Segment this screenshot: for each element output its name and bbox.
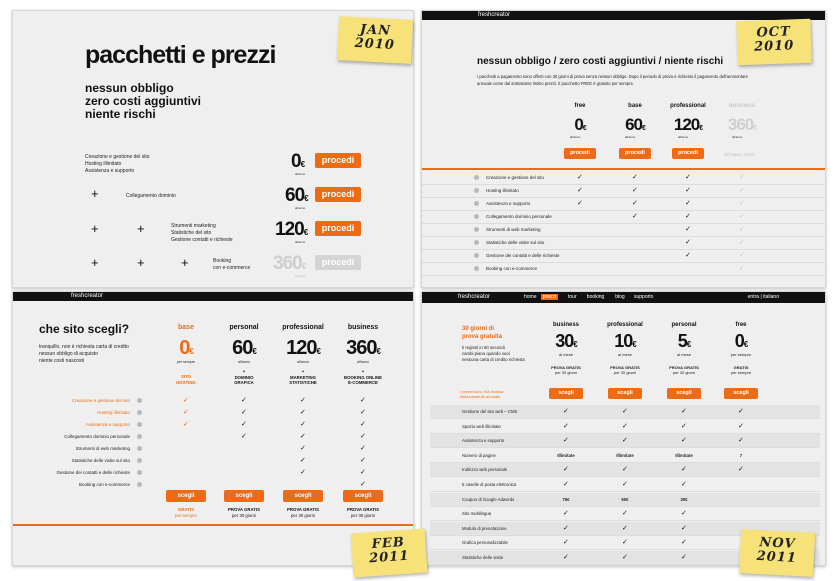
- subtitle: nessun obbligo zero costi aggiuntivi niente rischi: [85, 81, 202, 121]
- feature-label: Sito multilingua: [462, 511, 492, 517]
- check-icon: ✓: [577, 186, 583, 194]
- check-icon: ✓: [183, 420, 189, 428]
- period: all'anno: [295, 240, 306, 244]
- page-title: pacchetti e prezzi: [85, 41, 276, 69]
- check-icon: ✓: [300, 468, 306, 476]
- plan-period: all'anno: [625, 135, 636, 139]
- feature-label: Statistiche delle visite sul sito: [486, 240, 545, 245]
- check-icon: ✓: [622, 436, 628, 445]
- check-icon: ✓: [632, 186, 638, 194]
- check-icon: ✓: [739, 238, 745, 246]
- description: tranquillo, non è richiesta carta di credito nessun obbligo di acquisto niente costi nascosti: [39, 344, 129, 364]
- promo-description: ti registri in 60 secondi cambi piano quando vuoi nessuna carta di credito richiesta: [462, 345, 525, 362]
- plan-foot: GRATIS per sempre: [730, 365, 752, 375]
- plan-name: free: [574, 103, 586, 109]
- info-icon[interactable]: [474, 266, 479, 271]
- launch-date: 30 marzo 2010: [724, 152, 755, 157]
- info-icon[interactable]: [137, 410, 142, 415]
- procedi-button[interactable]: procedi: [619, 148, 651, 159]
- feature-label: Hosting illimitato: [97, 410, 130, 415]
- promo: 30 giorni di prova gratuita: [462, 326, 503, 340]
- check-icon: ✓: [681, 553, 687, 561]
- row-features: Booking con e-commerce: [213, 258, 251, 271]
- scegli-button[interactable]: scegli: [549, 388, 583, 399]
- info-icon[interactable]: [137, 434, 142, 439]
- check-icon: ✓: [300, 444, 306, 452]
- plus-icon: +: [91, 255, 99, 270]
- plan-period: al mese: [676, 352, 691, 357]
- check-icon: ✓: [632, 199, 638, 207]
- plan-name: free: [735, 322, 747, 328]
- plan-period: all'anno: [570, 135, 581, 139]
- check-icon: ✓: [563, 523, 569, 532]
- feature-row: [422, 237, 826, 250]
- check-icon: ✓: [681, 436, 687, 445]
- info-icon[interactable]: [474, 227, 479, 232]
- feature-label: Assistenza e supporto: [462, 438, 505, 444]
- plan-price: 0€: [179, 337, 193, 359]
- check-icon: ✓: [622, 465, 628, 474]
- info-icon[interactable]: [137, 422, 142, 427]
- check-icon: ✓: [739, 212, 745, 220]
- feature-row: [422, 263, 826, 276]
- plan-price: 30€: [555, 331, 577, 351]
- check-icon: ✓: [685, 173, 691, 181]
- check-icon: ✓: [300, 432, 306, 440]
- plan-name: base: [178, 324, 194, 331]
- check-icon: ✓: [681, 480, 687, 488]
- check-icon: ✓: [241, 408, 247, 416]
- sticky-note: JAN 2010: [337, 16, 413, 64]
- feature-label: Grafica personalizzabile: [462, 540, 508, 546]
- plus-icon: +: [137, 255, 145, 270]
- price: 0€: [291, 151, 305, 172]
- period: all'anno: [295, 172, 306, 176]
- scegli-button[interactable]: scegli: [283, 490, 323, 502]
- check-icon: ✓: [622, 553, 628, 561]
- plan-period: al mese: [558, 352, 573, 357]
- info-icon[interactable]: [474, 253, 479, 258]
- check-icon: ✓: [360, 480, 366, 488]
- plan-period: per sempre: [730, 352, 752, 357]
- pages-value: Illimitate: [616, 452, 634, 458]
- feature-label: Statistiche delle visite: [462, 555, 504, 560]
- check-icon: ✓: [360, 444, 366, 452]
- feature-label: Creazione e gestione del sito: [486, 175, 545, 180]
- feature-label: Assistenza e supporto: [486, 201, 531, 206]
- plan-name: professional: [607, 322, 643, 328]
- plan-foot: PROVA GRATIS per 30 giorni: [287, 507, 319, 518]
- check-icon: ✓: [563, 538, 569, 547]
- plan-foot: PROVA GRATIS per 30 giorni: [347, 507, 379, 518]
- feature-label: Assistenza e supporto: [85, 422, 130, 427]
- nav-supporto[interactable]: supporto: [634, 294, 654, 300]
- check-icon: ✓: [360, 408, 366, 416]
- panel-feb-2011: [12, 291, 414, 566]
- check-icon: ✓: [622, 480, 628, 488]
- check-icon: ✓: [622, 523, 628, 532]
- feature-label: Coupon di Google Adwords: [462, 496, 515, 502]
- check-icon: ✓: [681, 407, 687, 415]
- feature-label: Statistiche delle visite sul sito: [71, 458, 130, 463]
- procedi-button[interactable]: procedi: [315, 221, 361, 236]
- feature-label: 5 caselle di posta elettronica: [462, 482, 517, 487]
- coupon-value: 30€: [680, 496, 688, 502]
- price: 120€: [275, 219, 308, 240]
- check-icon: ✓: [685, 212, 691, 220]
- plan-name: professional: [670, 103, 706, 109]
- plan-foot: PROVA GRATIS per 30 giorni: [551, 365, 581, 375]
- feature-label: Modulo di prenotazione: [462, 525, 507, 531]
- check-icon: ✓: [685, 225, 691, 233]
- logo: freshcreator: [478, 12, 511, 18]
- procedi-button-disabled: procedi: [315, 255, 361, 270]
- sticky-note: FEB 2011: [351, 528, 428, 577]
- check-icon: ✓: [360, 456, 366, 464]
- feature-label: Gestione dei contatti e delle richieste: [486, 253, 560, 258]
- plan-tag: + MARKETING STATISTICHE: [289, 369, 317, 385]
- feature-row: [422, 198, 826, 211]
- info-icon[interactable]: [137, 482, 142, 487]
- price-note: I prezzi sono IVA inclusa Abbonamento annuale: [460, 389, 504, 399]
- feature-label: Indirizzo web personale: [462, 467, 508, 473]
- check-icon: ✓: [739, 173, 745, 181]
- check-icon: ✓: [685, 238, 691, 246]
- plan-foot: PROVA GRATIS per 30 giorni: [669, 365, 699, 375]
- logo: freshcreator: [71, 293, 104, 299]
- check-icon: ✓: [738, 407, 744, 415]
- plan-foot: GRATIS per sempre: [175, 507, 197, 518]
- check-icon: ✓: [563, 480, 569, 488]
- coupon-value: 75€: [562, 496, 570, 502]
- feature-row: [422, 211, 826, 224]
- divider: [13, 524, 413, 526]
- plan-foot: PROVA GRATIS per 30 giorni: [228, 507, 260, 518]
- intro-text: I pacchetti a pagamento sono offerti con 30 giorni di prova senza nessun obbligo. Dopo il periodo di prova è richiesto il pagamento dell'ammontare: [477, 74, 748, 79]
- check-icon: ✓: [685, 199, 691, 207]
- plan-period: al mese: [617, 352, 632, 357]
- check-icon: ✓: [183, 396, 189, 404]
- feature-label: Creazione e gestione del sito: [71, 398, 130, 403]
- feature-label: Booking con e-commerce: [78, 482, 130, 487]
- nav-booking[interactable]: booking: [586, 294, 605, 300]
- plan-name: personal: [671, 322, 697, 328]
- info-icon[interactable]: [474, 214, 479, 219]
- plan-period: all'anno: [357, 360, 369, 364]
- row-features: Creazione e gestione del sito Hosting illimitato Assistenza e supporto: [85, 154, 150, 174]
- login-link[interactable]: entra | italiano: [747, 294, 779, 300]
- check-icon: ✓: [360, 420, 366, 428]
- plus-icon: +: [137, 221, 145, 236]
- info-icon[interactable]: [137, 446, 142, 451]
- check-icon: ✓: [241, 420, 247, 428]
- plus-icon: +: [91, 186, 99, 201]
- sticky-note: OCT 2010: [736, 19, 811, 66]
- info-icon[interactable]: [474, 201, 479, 206]
- feature-label: Numero di pagine: [462, 452, 496, 458]
- feature-label: Collegamento dominio personale: [64, 434, 130, 439]
- procedi-button[interactable]: procedi: [672, 148, 704, 159]
- plan-price: 10€: [614, 331, 636, 351]
- check-icon: ✓: [739, 264, 745, 272]
- plus-icon: +: [181, 255, 189, 270]
- logo: freshcreator: [458, 294, 491, 300]
- feature-label: Collegamento dominio personale: [486, 214, 552, 219]
- pages-value: Illimitate: [557, 452, 575, 458]
- plan-price: 120€: [673, 115, 703, 134]
- nav-tour[interactable]: tour: [568, 294, 577, 300]
- check-icon: ✓: [681, 509, 687, 518]
- info-icon[interactable]: [137, 458, 142, 463]
- plan-period: all'anno: [238, 360, 250, 364]
- pages-value: Illimitate: [675, 452, 693, 458]
- plan-period: all'anno: [678, 135, 689, 139]
- page-title: che sito scegli?: [39, 322, 130, 336]
- check-icon: ✓: [563, 553, 569, 561]
- check-icon: ✓: [622, 421, 628, 430]
- scegli-button[interactable]: scegli: [224, 490, 264, 502]
- feature-label: Strumenti di web marketing: [75, 446, 130, 451]
- plus-icon: +: [91, 221, 99, 236]
- check-icon: ✓: [360, 432, 366, 440]
- check-icon: ✓: [241, 432, 247, 440]
- plan-price: 0€: [574, 115, 586, 134]
- check-icon: ✓: [300, 396, 306, 404]
- scegli-button[interactable]: scegli: [724, 388, 758, 399]
- check-icon: ✓: [577, 173, 583, 181]
- check-icon: ✓: [183, 408, 189, 416]
- check-icon: ✓: [360, 468, 366, 476]
- check-icon: ✓: [685, 186, 691, 194]
- plan-name: base: [628, 103, 642, 109]
- plan-name: professional: [282, 324, 324, 331]
- row-features: Strumenti marketing Statistiche del sito Gestione contatti e richieste: [171, 223, 233, 243]
- check-icon: ✓: [360, 396, 366, 404]
- check-icon: ✓: [681, 523, 687, 532]
- info-icon[interactable]: [474, 175, 479, 180]
- price: 60€: [285, 185, 308, 206]
- procedi-button[interactable]: procedi: [315, 153, 361, 168]
- check-icon: ✓: [300, 420, 306, 428]
- plan-price: 60€: [232, 337, 256, 359]
- plan-price: 360€: [346, 337, 380, 359]
- check-icon: ✓: [632, 173, 638, 181]
- page-title: nessun obbligo / zero costi aggiuntivi / niente rischi: [477, 56, 724, 67]
- check-icon: ✓: [738, 421, 744, 430]
- nav-home[interactable]: home: [524, 294, 537, 300]
- info-icon[interactable]: [474, 240, 479, 245]
- info-icon[interactable]: [137, 470, 142, 475]
- feature-row: [422, 172, 826, 185]
- plan-price: 5€: [677, 331, 691, 351]
- feature-label: Hosting illimitato: [486, 188, 519, 193]
- plan-name: business: [728, 103, 755, 109]
- procedi-button[interactable]: procedi: [564, 148, 596, 159]
- info-icon[interactable]: [474, 188, 479, 193]
- scegli-button[interactable]: scegli: [667, 388, 701, 399]
- plan-price: 60€: [625, 115, 645, 134]
- check-icon: ✓: [622, 407, 628, 415]
- plan-tag: + BOOKING ONLINE E-COMMERCE: [344, 369, 382, 385]
- feature-label: Gestione del sito web – CMS: [462, 409, 518, 414]
- check-icon: ✓: [739, 186, 745, 194]
- plan-tag: SITO HOSTING: [176, 374, 196, 385]
- check-icon: ✓: [681, 538, 687, 547]
- check-icon: ✓: [563, 421, 569, 430]
- period: all'anno: [295, 206, 306, 210]
- price: 360€: [273, 253, 306, 274]
- plan-price: 120€: [286, 337, 320, 359]
- panel-nov-2011: [421, 291, 826, 566]
- plan-tag: + DOMINIO GRAFICA: [234, 369, 254, 385]
- check-icon: ✓: [563, 465, 569, 474]
- plan-name: personal: [229, 324, 259, 331]
- pages-value: 7: [739, 452, 743, 458]
- feature-label: Gestione dei contatti e delle richieste: [56, 470, 130, 475]
- info-icon[interactable]: [137, 398, 142, 403]
- plan-name: business: [347, 324, 379, 331]
- plan-period: per sempre: [177, 360, 195, 364]
- check-icon: ✓: [563, 407, 569, 415]
- plan-price: 0€: [734, 331, 748, 351]
- coupon-value: 50€: [621, 496, 629, 502]
- scegli-button[interactable]: scegli: [608, 388, 642, 399]
- plan-price: 360€: [727, 115, 757, 134]
- check-icon: ✓: [622, 509, 628, 518]
- nav-blog[interactable]: blog: [615, 294, 625, 300]
- plan-period: all'anno: [732, 135, 743, 139]
- intro-text: annuale come dal sottostante listino prezzi. Il pacchetto FREE è gratuito per sempre.: [477, 81, 635, 86]
- check-icon: ✓: [241, 396, 247, 404]
- feature-row: [422, 250, 826, 263]
- check-icon: ✓: [685, 251, 691, 259]
- check-icon: ✓: [681, 421, 687, 430]
- check-icon: ✓: [563, 436, 569, 445]
- scegli-button[interactable]: scegli: [166, 490, 206, 502]
- check-icon: ✓: [739, 199, 745, 207]
- feature-row: [422, 185, 826, 198]
- check-icon: ✓: [739, 251, 745, 259]
- check-icon: ✓: [738, 436, 744, 445]
- check-icon: ✓: [577, 199, 583, 207]
- period: all'anno: [295, 274, 306, 278]
- feature-label: Spazio web illimitato: [462, 423, 501, 429]
- scegli-button[interactable]: scegli: [343, 490, 383, 502]
- divider: [422, 168, 825, 170]
- plan-foot: PROVA GRATIS per 30 giorni: [610, 365, 640, 375]
- nav-prezzi[interactable]: prezzi: [542, 294, 557, 300]
- check-icon: ✓: [738, 465, 744, 474]
- feature-row: [422, 224, 826, 237]
- check-icon: ✓: [300, 456, 306, 464]
- procedi-button[interactable]: procedi: [315, 187, 361, 202]
- check-icon: ✓: [739, 225, 745, 233]
- plan-name: business: [552, 322, 579, 328]
- row-features: Collegamento dominio: [126, 193, 176, 199]
- check-icon: ✓: [563, 509, 569, 518]
- feature-label: Strumenti di web marketing: [486, 227, 541, 232]
- check-icon: ✓: [632, 212, 638, 220]
- sticky-note: NOV 2011: [739, 529, 815, 577]
- feature-label: Booking con e-commerce: [486, 266, 538, 271]
- check-icon: ✓: [622, 538, 628, 547]
- check-icon: ✓: [681, 465, 687, 474]
- plan-period: all'anno: [297, 360, 309, 364]
- check-icon: ✓: [300, 408, 306, 416]
